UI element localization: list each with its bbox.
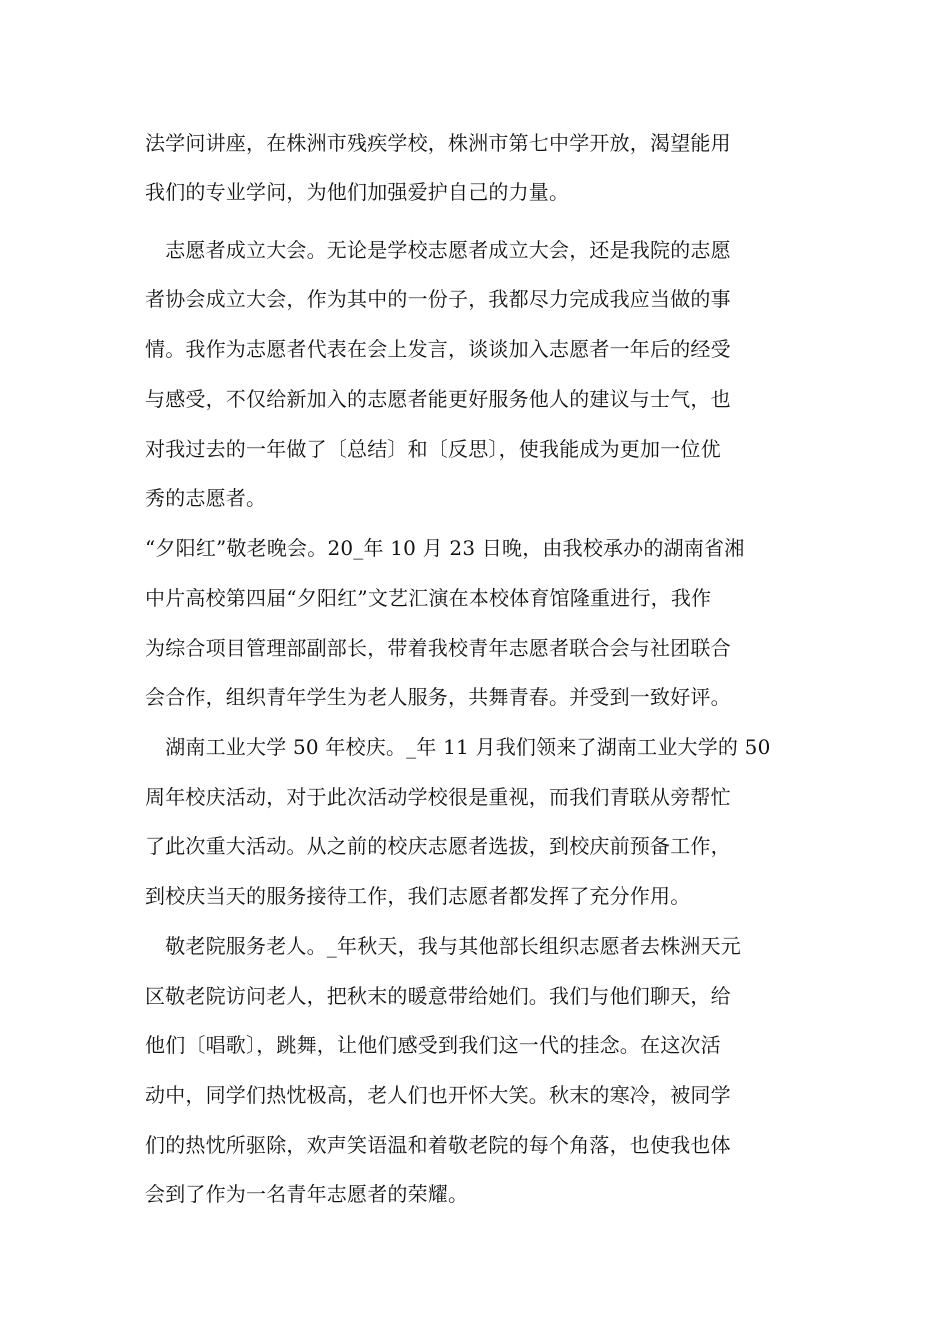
text-line-14: 周年校庆活动，对于此次活动学校很是重视，而我们青联从旁帮忙 xyxy=(145,785,731,809)
text-line-13: 湖南工业大学 50 年校庆。_年 11 月我们领来了湖南工业大学的 50 xyxy=(145,735,771,759)
text-line-19: 他们〔唱歌〕，跳舞，让他们感受到我们这一代的挂念。在这次活 xyxy=(145,1033,721,1057)
text-line-9: “夕阳红”敬老晚会。20_年 10 月 23 日晚，由我校承办的湖南省湘 xyxy=(145,536,745,560)
text-line-18: 区敬老院访问老人，把秋末的暖意带给她们。我们与他们聊天，给 xyxy=(145,984,731,1008)
text-line-3: 志愿者成立大会。无论是学校志愿者成立大会，还是我院的志愿 xyxy=(145,238,731,262)
text-line-15: 了此次重大活动。从之前的校庆志愿者选拔，到校庆前预备工作， xyxy=(145,834,731,858)
text-line-22: 会到了作为一名青年志愿者的荣耀。 xyxy=(145,1182,469,1206)
text-line-17: 敬老院服务老人。_年秋天，我与其他部长组织志愿者去株洲天元 xyxy=(145,934,741,958)
text-line-21: 们的热忱所驱除，欢声笑语温和着敬老院的每个角落，也使我也体 xyxy=(145,1133,731,1157)
text-line-5: 情。我作为志愿者代表在会上发言，谈谈加入志愿者一年后的经受 xyxy=(145,337,731,361)
text-line-8: 秀的志愿者。 xyxy=(145,486,267,510)
text-line-10: 中片高校第四届“夕阳红”文艺汇演在本校体育馆隆重进行，我作 xyxy=(145,586,712,610)
text-line-11: 为综合项目管理部副部长，带着我校青年志愿者联合会与社团联合 xyxy=(145,636,731,660)
text-line-16: 到校庆当天的服务接待工作，我们志愿者都发挥了充分作用。 xyxy=(145,884,691,908)
text-line-1: 法学问讲座，在株洲市残疾学校，株洲市第七中学开放，渴望能用 xyxy=(145,131,731,155)
text-line-12: 会合作，组织青年学生为老人服务，共舞青春。并受到一致好评。 xyxy=(145,685,731,709)
text-line-20: 动中，同学们热忱极高，老人们也开怀大笑。秋末的寒冷，被同学 xyxy=(145,1083,731,1107)
text-line-7: 对我过去的一年做了〔总结〕和〔反思〕，使我能成为更加一位优 xyxy=(145,437,721,461)
text-line-2: 我们的专业学问，为他们加强爱护自己的力量。 xyxy=(145,180,570,204)
text-line-6: 与感受，不仅给新加入的志愿者能更好服务他人的建议与士气，也 xyxy=(145,387,731,411)
text-line-4: 者协会成立大会，作为其中的一份子，我都尽力完成我应当做的事 xyxy=(145,287,731,311)
